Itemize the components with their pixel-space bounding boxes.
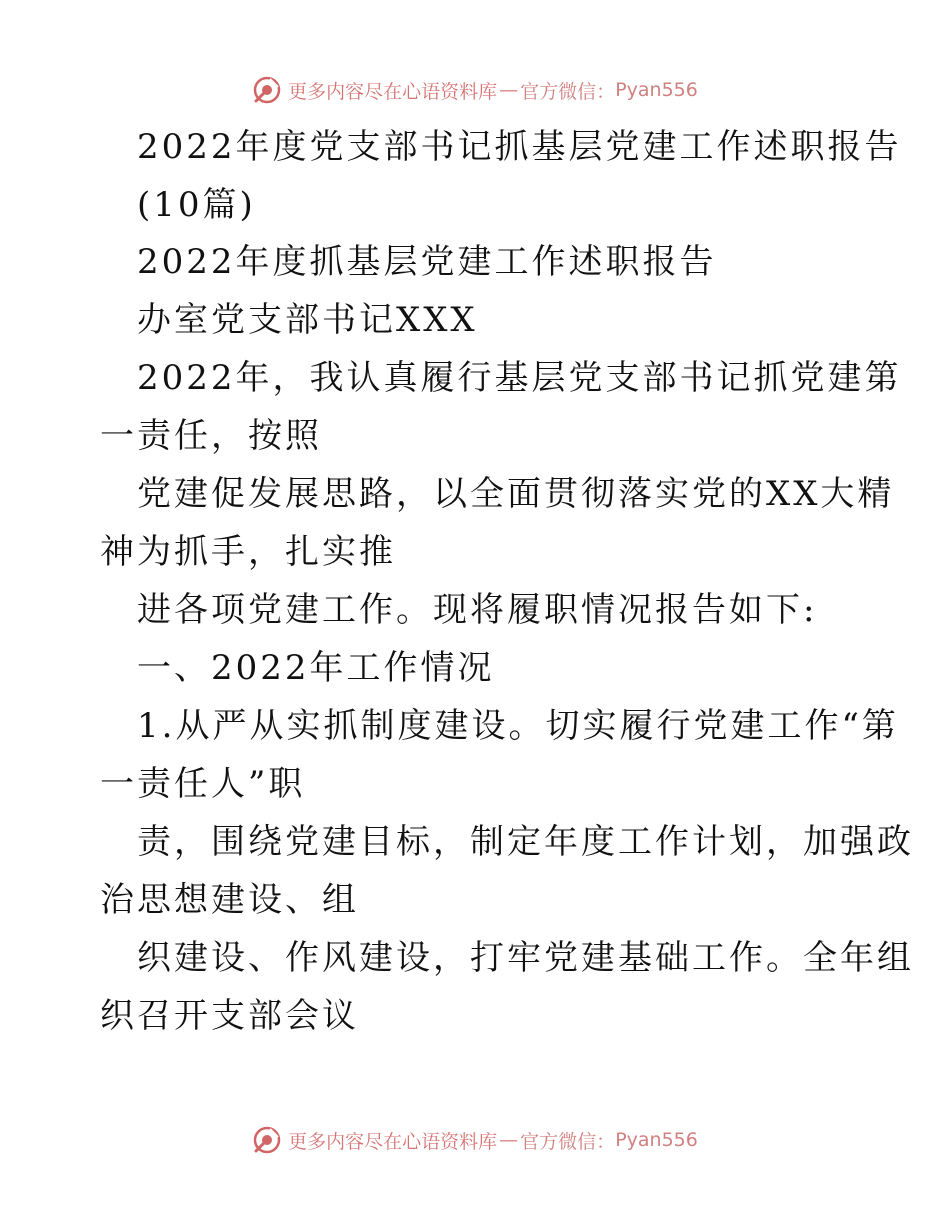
watermark-brand: 更多内容尽在心语资料库 [288,1130,498,1153]
doc-paragraph-line: 一责任人”职 [100,764,306,804]
doc-title-line-1: 2022年度党支部书记抓基层党建工作述职报告 [137,127,902,167]
doc-paragraph-line: 织召开支部会议 [100,996,359,1036]
watermark-label: 官方微信： [520,80,616,103]
doc-paragraph-line: 神为抓手，扎实推 [100,532,396,572]
watermark-dash: — [499,1129,519,1151]
pen-logo-icon [252,1125,282,1155]
doc-paragraph-line: 2022年，我认真履行基层党支部书记抓党建第 [137,358,902,398]
watermark-footer [0,1120,950,1160]
watermark-wechat-id: Pyan556 [615,79,698,101]
doc-paragraph-line: 党建促发展思路，以全面贯彻落实党的XX大精 [137,474,895,514]
watermark-dash: — [499,79,519,101]
doc-paragraph-line: 治思想建设、组 [100,880,359,920]
doc-paragraph-line: 责，围绕党建目标，制定年度工作计划，加强政 [137,822,914,862]
watermark-label: 官方微信： [520,1130,616,1153]
watermark-brand: 更多内容尽在心语资料库 [288,80,498,103]
doc-paragraph-line: 一责任，按照 [100,416,322,456]
doc-author: 办室党支部书记XXX [137,300,478,340]
doc-title-line-2: (10篇) [137,185,256,225]
doc-paragraph-line: 1.从严从实抓制度建设。切实履行党建工作“第 [137,706,899,746]
doc-section-heading: 一、2022年工作情况 [137,648,495,688]
doc-subtitle: 2022年度抓基层党建工作述职报告 [137,242,717,282]
watermark-wechat-id: Pyan556 [615,1129,698,1151]
doc-paragraph-line: 织建设、作风建设，打牢党建基础工作。全年组 [137,938,914,978]
doc-paragraph-line: 进各项党建工作。现将履职情况报告如下: [137,590,818,630]
